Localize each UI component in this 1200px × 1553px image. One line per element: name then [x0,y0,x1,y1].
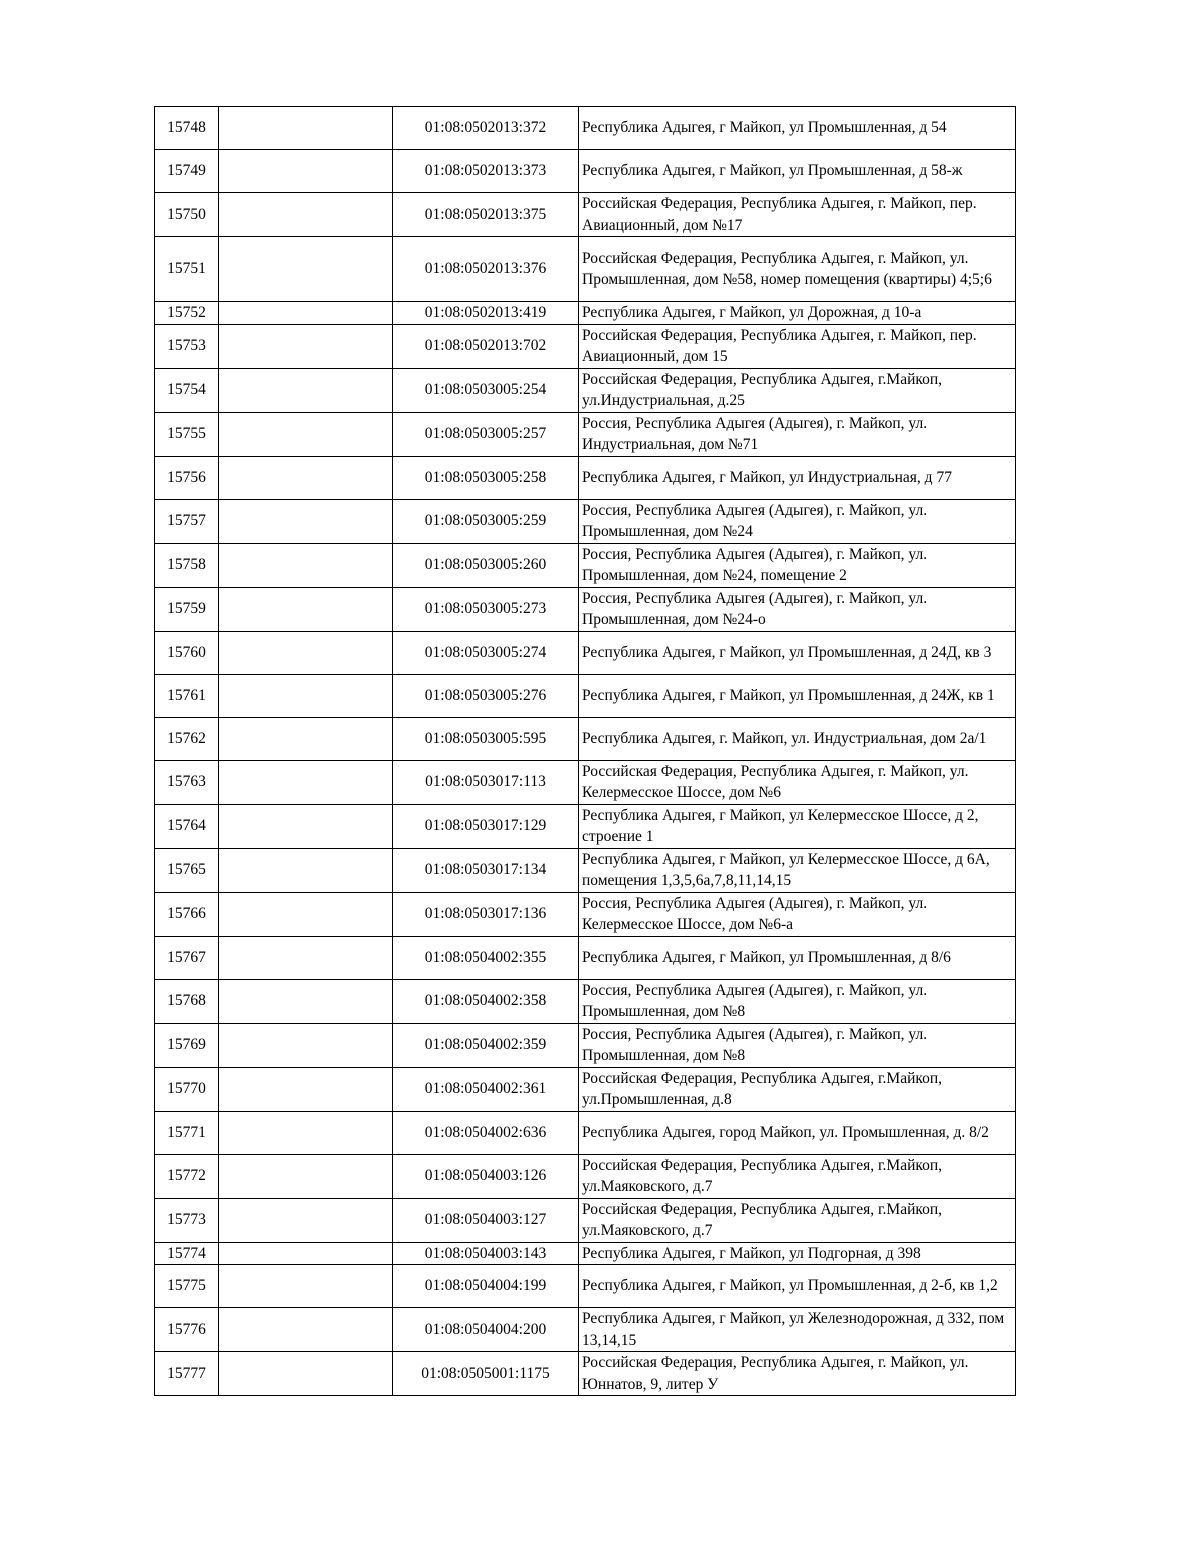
cadastral-number-cell: 01:08:0504002:358 [393,979,579,1023]
address-cell: Республика Адыгея, г Майкоп, ул Промышленная, д 24Д, кв 3 [579,631,1016,674]
address-cell: Республика Адыгея, г. Майкоп, ул. Индустриальная, дом 2а/1 [579,717,1016,760]
cadastral-number-cell: 01:08:0504002:359 [393,1023,579,1067]
table-row [155,193,1016,237]
cadastral-number-cell: 01:08:0504002:636 [393,1111,579,1154]
cadastral-number-cell: 01:08:0503017:136 [393,892,579,936]
row-number-cell: 15748 [155,107,219,150]
address-cell: Республика Адыгея, г Майкоп, ул Подгорная, д 398 [579,1242,1016,1265]
address-cell: Республика Адыгея, город Майкоп, ул. Промышленная, д. 8/2 [579,1111,1016,1154]
object-name-cell [219,804,393,848]
object-name-cell [219,892,393,936]
row-number-cell: 15777 [155,1352,219,1396]
table-row [155,1067,1016,1111]
table-row [155,412,1016,456]
object-name-cell [219,1023,393,1067]
cadastral-number-cell: 01:08:0504004:200 [393,1308,579,1352]
table-row [155,1198,1016,1242]
cadastral-number-cell: 01:08:0503017:134 [393,848,579,892]
table-row [155,804,1016,848]
address-cell: Российская Федерация, Республика Адыгея, г.Майкоп, ул.Индустриальная, д.25 [579,368,1016,412]
object-name-cell [219,848,393,892]
row-number-cell: 15759 [155,587,219,631]
row-number-cell: 15770 [155,1067,219,1111]
row-number-cell: 15763 [155,760,219,804]
cadastral-number-cell: 01:08:0503005:595 [393,717,579,760]
address-cell: Российская Федерация, Республика Адыгея, г. Майкоп, пер. Авиационный, дом №17 [579,193,1016,237]
table-row [155,1265,1016,1308]
row-number-cell: 15776 [155,1308,219,1352]
cadastral-number-cell: 01:08:0503005:260 [393,543,579,587]
address-cell: Россия, Республика Адыгея (Адыгея), г. Майкоп, ул. Промышленная, дом №8 [579,979,1016,1023]
row-number-cell: 15772 [155,1154,219,1198]
address-cell: Республика Адыгея, г Майкоп, ул Промышленная, д 24Ж, кв 1 [579,674,1016,717]
object-name-cell [219,1265,393,1308]
row-number-cell: 15750 [155,193,219,237]
cadastral-number-cell: 01:08:0504004:199 [393,1265,579,1308]
table-row [155,150,1016,193]
row-number-cell: 15771 [155,1111,219,1154]
table-row [155,543,1016,587]
row-number-cell: 15773 [155,1198,219,1242]
table-row [155,1023,1016,1067]
object-name-cell [219,193,393,237]
cadastral-number-cell: 01:08:0503005:276 [393,674,579,717]
address-cell: Российская Федерация, Республика Адыгея, г. Майкоп, ул. Промышленная, дом №58, номер помещения (квартиры) 4;5;6 [579,237,1016,302]
row-number-cell: 15756 [155,456,219,499]
object-name-cell [219,368,393,412]
object-name-cell [219,1067,393,1111]
address-cell: Россия, Республика Адыгея (Адыгея), г. Майкоп, ул. Индустриальная, дом №71 [579,412,1016,456]
cadastral-number-cell: 01:08:0503005:259 [393,499,579,543]
cadastral-number-cell: 01:08:0503005:274 [393,631,579,674]
object-name-cell [219,1352,393,1396]
table-row [155,324,1016,368]
registry-table [154,106,1016,1396]
table-row [155,1242,1016,1265]
cadastral-number-cell: 01:08:0504003:143 [393,1242,579,1265]
cadastral-number-cell: 01:08:0504003:127 [393,1198,579,1242]
object-name-cell [219,543,393,587]
address-cell: Российская Федерация, Республика Адыгея, г.Майкоп, ул.Маяковского, д.7 [579,1198,1016,1242]
row-number-cell: 15761 [155,674,219,717]
table-row [155,848,1016,892]
table-row [155,587,1016,631]
row-number-cell: 15753 [155,324,219,368]
cadastral-number-cell: 01:08:0503005:254 [393,368,579,412]
cadastral-number-cell: 01:08:0503017:129 [393,804,579,848]
table-row [155,717,1016,760]
row-number-cell: 15765 [155,848,219,892]
address-cell: Республика Адыгея, г Майкоп, ул Промышленная, д 2-б, кв 1,2 [579,1265,1016,1308]
address-cell: Республика Адыгея, г Майкоп, ул Промышленная, д 54 [579,107,1016,150]
address-cell: Россия, Республика Адыгея (Адыгея), г. Майкоп, ул. Промышленная, дом №8 [579,1023,1016,1067]
table-row [155,237,1016,302]
cadastral-number-cell: 01:08:0503017:113 [393,760,579,804]
table-row [155,760,1016,804]
row-number-cell: 15749 [155,150,219,193]
table-row [155,107,1016,150]
table-row [155,302,1016,325]
object-name-cell [219,631,393,674]
object-name-cell [219,237,393,302]
object-name-cell [219,456,393,499]
row-number-cell: 15766 [155,892,219,936]
table-row [155,979,1016,1023]
row-number-cell: 15762 [155,717,219,760]
object-name-cell [219,150,393,193]
row-number-cell: 15760 [155,631,219,674]
object-name-cell [219,936,393,979]
object-name-cell [219,717,393,760]
row-number-cell: 15767 [155,936,219,979]
cadastral-number-cell: 01:08:0502013:372 [393,107,579,150]
cadastral-number-cell: 01:08:0502013:419 [393,302,579,325]
row-number-cell: 15755 [155,412,219,456]
row-number-cell: 15757 [155,499,219,543]
row-number-cell: 15752 [155,302,219,325]
object-name-cell [219,499,393,543]
object-name-cell [219,1308,393,1352]
cadastral-number-cell: 01:08:0504003:126 [393,1154,579,1198]
address-cell: Россия, Республика Адыгея (Адыгея), г. Майкоп, ул. Промышленная, дом №24, помещение 2 [579,543,1016,587]
table-row [155,456,1016,499]
object-name-cell [219,1111,393,1154]
object-name-cell [219,107,393,150]
row-number-cell: 15774 [155,1242,219,1265]
object-name-cell [219,587,393,631]
table-row [155,499,1016,543]
table-row [155,368,1016,412]
cadastral-number-cell: 01:08:0504002:361 [393,1067,579,1111]
object-name-cell [219,1242,393,1265]
row-number-cell: 15764 [155,804,219,848]
address-cell: Республика Адыгея, г Майкоп, ул Индустриальная, д 77 [579,456,1016,499]
cadastral-number-cell: 01:08:0503005:258 [393,456,579,499]
cadastral-number-cell: 01:08:0502013:702 [393,324,579,368]
address-cell: Российская Федерация, Республика Адыгея, г. Майкоп, пер. Авиационный, дом 15 [579,324,1016,368]
row-number-cell: 15758 [155,543,219,587]
table-row [155,936,1016,979]
cadastral-number-cell: 01:08:0503005:257 [393,412,579,456]
address-cell: Республика Адыгея, г Майкоп, ул Келермесское Шоссе, д 2, строение 1 [579,804,1016,848]
table-row [155,1352,1016,1396]
table-row [155,631,1016,674]
cadastral-number-cell: 01:08:0502013:373 [393,150,579,193]
table-row [155,1154,1016,1198]
object-name-cell [219,674,393,717]
address-cell: Республика Адыгея, г Майкоп, ул Промышленная, д 8/6 [579,936,1016,979]
address-cell: Россия, Республика Адыгея (Адыгея), г. Майкоп, ул. Промышленная, дом №24 [579,499,1016,543]
address-cell: Россия, Республика Адыгея (Адыгея), г. Майкоп, ул. Келермесское Шоссе, дом №6-а [579,892,1016,936]
address-cell: Республика Адыгея, г Майкоп, ул Железнодорожная, д 332, пом 13,14,15 [579,1308,1016,1352]
object-name-cell [219,1154,393,1198]
object-name-cell [219,1198,393,1242]
row-number-cell: 15775 [155,1265,219,1308]
table-row [155,674,1016,717]
cadastral-number-cell: 01:08:0505001:1175 [393,1352,579,1396]
address-cell: Республика Адыгея, г Майкоп, ул Дорожная, д 10-а [579,302,1016,325]
object-name-cell [219,302,393,325]
address-cell: Российская Федерация, Республика Адыгея, г. Майкоп, ул. Юннатов, 9, литер У [579,1352,1016,1396]
object-name-cell [219,412,393,456]
cadastral-number-cell: 01:08:0502013:376 [393,237,579,302]
address-cell: Российская Федерация, Республика Адыгея, г.Майкоп, ул.Маяковского, д.7 [579,1154,1016,1198]
row-number-cell: 15768 [155,979,219,1023]
object-name-cell [219,760,393,804]
cadastral-number-cell: 01:08:0503005:273 [393,587,579,631]
cadastral-number-cell: 01:08:0502013:375 [393,193,579,237]
table-row [155,892,1016,936]
row-number-cell: 15751 [155,237,219,302]
table-row [155,1308,1016,1352]
object-name-cell [219,324,393,368]
table-row [155,1111,1016,1154]
object-name-cell [219,979,393,1023]
address-cell: Республика Адыгея, г Майкоп, ул Промышленная, д 58-ж [579,150,1016,193]
address-cell: Россия, Республика Адыгея (Адыгея), г. Майкоп, ул. Промышленная, дом №24-о [579,587,1016,631]
address-cell: Российская Федерация, Республика Адыгея, г. Майкоп, ул. Келермесское Шоссе, дом №6 [579,760,1016,804]
address-cell: Российская Федерация, Республика Адыгея, г.Майкоп, ул.Промышленная, д.8 [579,1067,1016,1111]
row-number-cell: 15769 [155,1023,219,1067]
row-number-cell: 15754 [155,368,219,412]
registry-table-body [155,107,1016,1396]
address-cell: Республика Адыгея, г Майкоп, ул Келермесское Шоссе, д 6А, помещения 1,3,5,6а,7,8,11,14,15 [579,848,1016,892]
cadastral-number-cell: 01:08:0504002:355 [393,936,579,979]
